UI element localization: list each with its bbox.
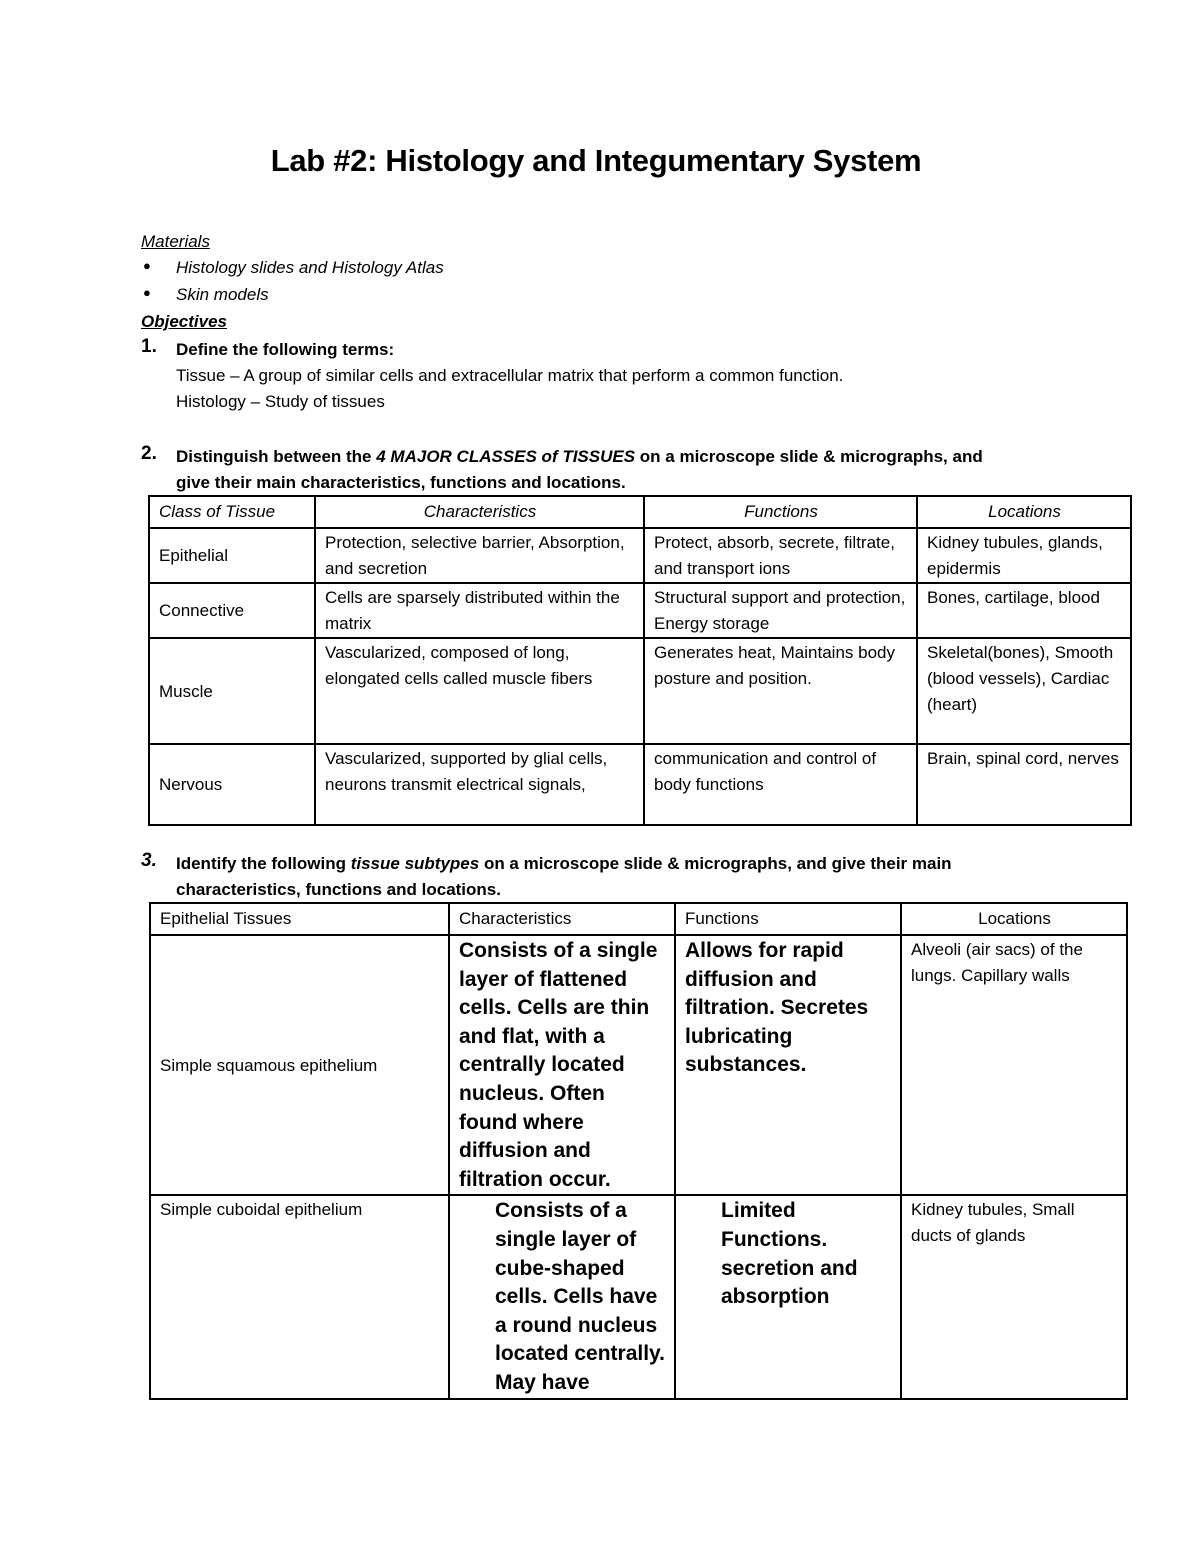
table-cell: Limited Functions. secretion and absorption (675, 1195, 901, 1398)
materials-item: Histology slides and Histology Atlas (176, 258, 444, 277)
table-cell: Vascularized, composed of long, elongated cells called muscle fibers (315, 638, 644, 744)
table-cell: Epithelial (149, 528, 315, 583)
table-cell: Consists of a single layer of flattened cells. Cells are thin and flat, with a centrally located nucleus. Often found where diffusion and filtration occur. (449, 935, 675, 1195)
table-cell: Nervous (149, 744, 315, 825)
table-header: Class of Tissue (149, 496, 315, 528)
objective-number: 2. (141, 443, 157, 464)
table-cell: Brain, spinal cord, nerves (917, 744, 1131, 825)
table-row (150, 935, 1127, 1195)
epithelial-tissues-table (149, 902, 1128, 1400)
objective-number: 3. (141, 850, 157, 871)
table-cell: Alveoli (air sacs) of the lungs. Capillary walls (901, 935, 1127, 1195)
objective-2-line2: give their main characteristics, functions and locations. (176, 473, 626, 492)
table-row (149, 638, 1131, 744)
table-header: Functions (675, 903, 901, 935)
objective-1-text: Define the following terms: (176, 340, 395, 359)
table-row (150, 1195, 1127, 1398)
tissue-classes-table (148, 495, 1132, 826)
bullet-icon: ● (143, 285, 151, 300)
table-cell: Bones, cartilage, blood (917, 583, 1131, 638)
table-header-row (150, 903, 1127, 935)
table-cell: Kidney tubules, glands, epidermis (917, 528, 1131, 583)
histology-definition: Histology – Study of tissues (176, 392, 385, 411)
objective-2-line1: Distinguish between the 4 MAJOR CLASSES of TISSUES on a microscope slide & micrographs, and (176, 447, 983, 466)
objective-3-line2: characteristics, functions and locations. (176, 880, 501, 899)
table-header: Locations (901, 903, 1127, 935)
table-cell: Muscle (149, 638, 315, 744)
table-row (149, 528, 1131, 583)
table-header: Locations (917, 496, 1131, 528)
table-cell: communication and control of body functions (644, 744, 917, 825)
table-cell: Vascularized, supported by glial cells, neurons transmit electrical signals, (315, 744, 644, 825)
table-header: Epithelial Tissues (150, 903, 449, 935)
table-cell: Connective (149, 583, 315, 638)
table-cell: Protect, absorb, secrete, filtrate, and transport ions (644, 528, 917, 583)
table-cell: Structural support and protection, Energy storage (644, 583, 917, 638)
table-cell: Simple cuboidal epithelium (150, 1195, 449, 1398)
table-header-row (149, 496, 1131, 528)
table-header: Characteristics (449, 903, 675, 935)
objective-number: 1. (141, 336, 157, 357)
table-cell: Protection, selective barrier, Absorption, and secretion (315, 528, 644, 583)
table-cell: Simple squamous epithelium (150, 935, 449, 1195)
table-cell: Kidney tubules, Small ducts of glands (901, 1195, 1127, 1398)
table-cell: Allows for rapid diffusion and filtration. Secretes lubricating substances. (675, 935, 901, 1195)
table-cell: Cells are sparsely distributed within the matrix (315, 583, 644, 638)
objective-3-line1: Identify the following tissue subtypes on a microscope slide & micrographs, and give their main (176, 854, 952, 873)
tissue-definition: Tissue – A group of similar cells and extracellular matrix that perform a common function. (176, 366, 844, 385)
table-header: Characteristics (315, 496, 644, 528)
materials-item: Skin models (176, 285, 269, 304)
page-title: Lab #2: Histology and Integumentary System (270, 143, 922, 178)
materials-heading: Materials (141, 232, 210, 251)
table-header: Functions (644, 496, 917, 528)
table-cell: Generates heat, Maintains body posture and position. (644, 638, 917, 744)
objectives-heading: Objectives (141, 312, 227, 331)
table-row (149, 583, 1131, 638)
table-cell: Skeletal(bones), Smooth (blood vessels), Cardiac (heart) (917, 638, 1131, 744)
bullet-icon: ● (143, 258, 151, 273)
table-row (149, 744, 1131, 825)
table-cell: Consists of a single layer of cube-shaped cells. Cells have a round nucleus located centrally. May have (449, 1195, 675, 1398)
